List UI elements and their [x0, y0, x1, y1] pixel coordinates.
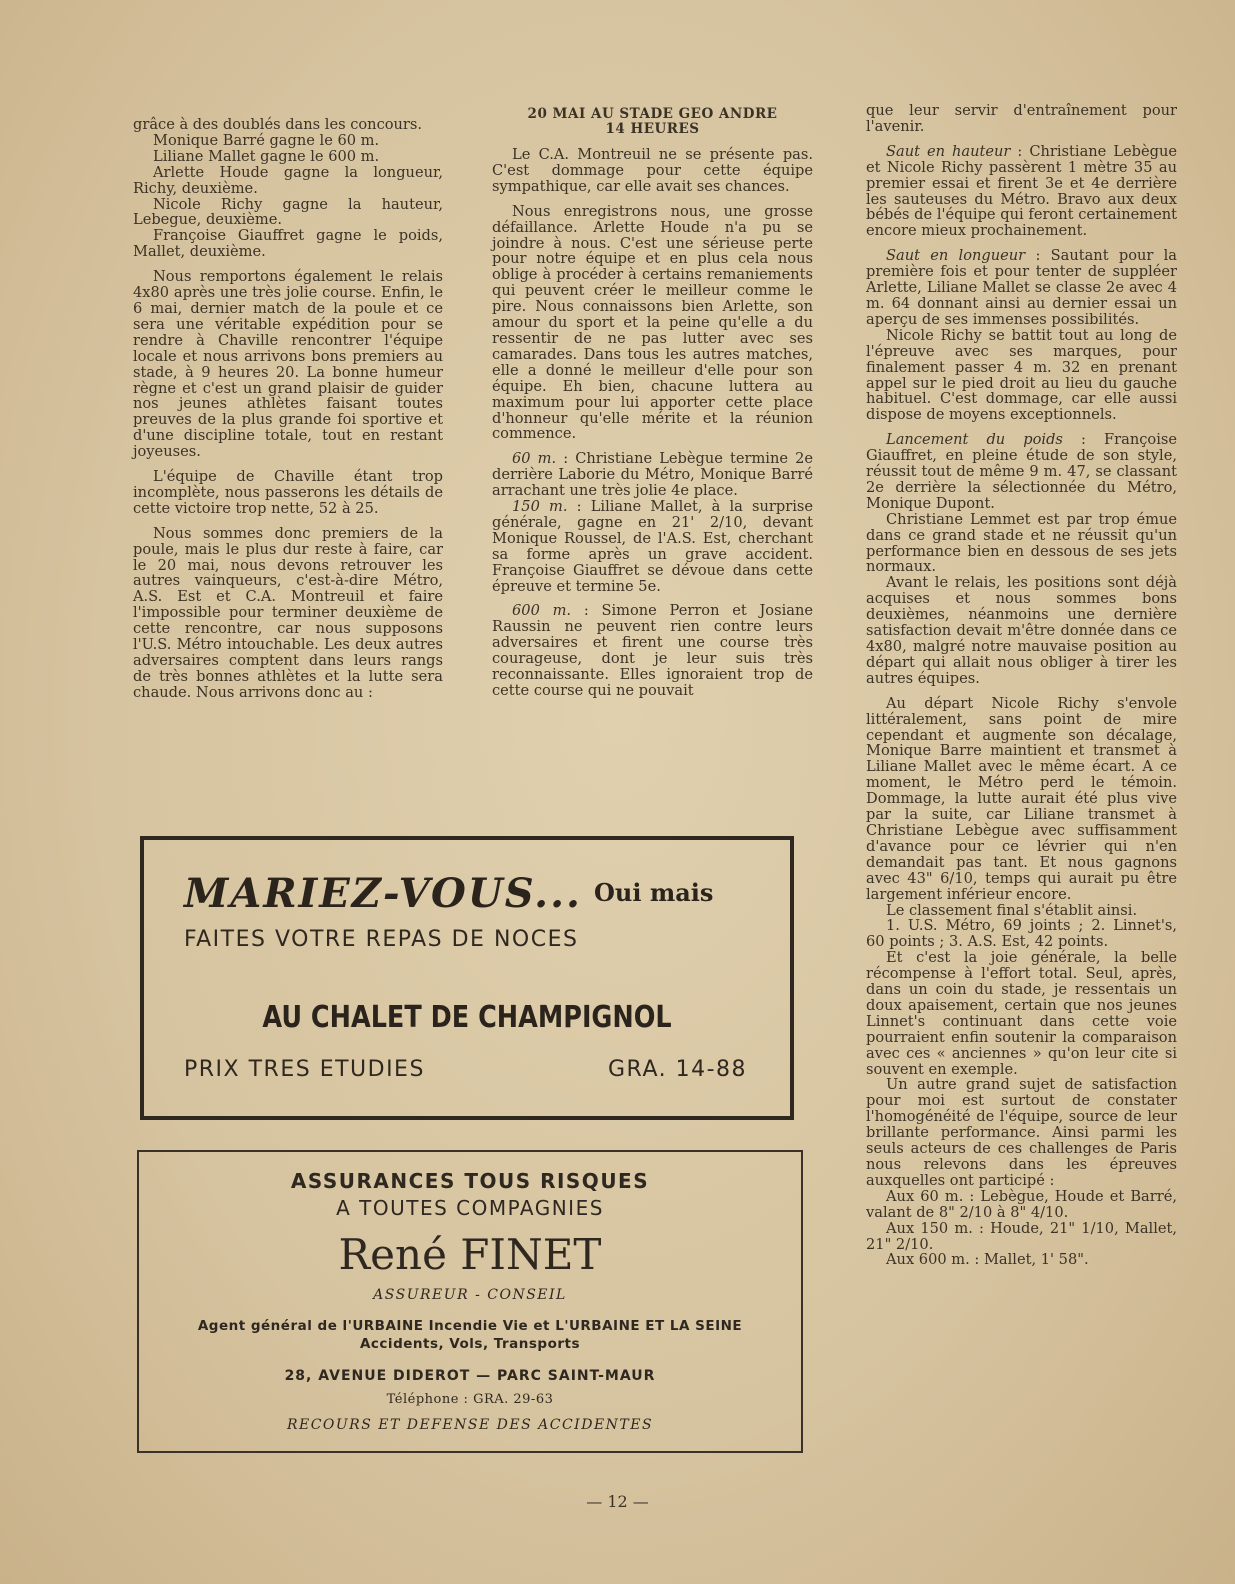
ad-address: 28, AVENUE DIDEROT — PARC SAINT-MAUR — [284, 1368, 656, 1384]
ad-business-name: AU CHALET DE CHAMPIGNOL — [262, 1000, 672, 1035]
paragraph: Au départ Nicole Richy s'envole littéralement, sans point de mire cependant et augmente son décalage, Monique Barre maintient et transmet à Liliane Mallet avec le même écart. A ce moment, le Métro perd le témoin. Dommage, la lutte aurait été plus vive par la suite, car Liliane transmet à Christiane Lebègue avec suffisamment d'avance pour ce lévrier qui n'en demandait pas tant. Et nous gagnons avec 43" 6/10, temps qui aurait pu être largement inférieur encore. — [866, 694, 1177, 903]
paragraph-text: : Sautant pour la première fois et pour tenter de suppléer Arlette, Liliane Mallet se classe 2e avec 4 m. 64 donnant ainsi au dernier essai un aperçu de ses immenses possibilités. — [866, 247, 1177, 328]
event-label: 600 m. — [512, 602, 572, 620]
paragraph: Christiane Lemmet est par trop émue dans ce grand stade et ne réussit qu'un performance bien en dessous de ses jets normaux. — [866, 510, 1177, 576]
ad-subheadline: A TOUTES COMPAGNIES — [336, 1196, 604, 1220]
paragraph-text: : Simone Perron et Josiane Raussin ne peuvent rien contre leurs adversaires et firent une course très courageuse, dont je leur suis très reconnaissante. Elles ignoraient trop de cette course qui ne pouvait — [492, 602, 813, 699]
ad-footer: RECOURS ET DEFENSE DES ACCIDENTES — [286, 1417, 654, 1433]
paragraph: Aux 600 m. : Mallet, 1' 58". — [886, 1251, 1089, 1269]
paragraph — [492, 451, 813, 499]
paragraph-text: : Christiane Lebègue termine 2e derrière Laborie du Métro, Monique Barré arrachant une très jolie 4e place. — [492, 450, 814, 500]
paragraph: Le C.A. Montreuil ne se présente pas. C'est dommage pour cette équipe sympathique, car elle avait ses chances. — [492, 146, 813, 195]
ad-agent-line: Accidents, Vols, Transports — [359, 1336, 581, 1352]
paragraph: Avant le relais, les positions sont déjà acquises et nous sommes bons deuxièmes, néanmoins une dernière satisfaction devait m'être donnée dans ce 4x80, malgré notre mauvaise position au départ qui allait nous obliger à tirer les autres équipes. — [866, 574, 1177, 687]
paragraph: grâce à des doublés dans les concours. — [133, 116, 423, 133]
event-label: Saut en longueur — [886, 247, 1026, 265]
ad-tagline: FAITES VOTRE REPAS DE NOCES — [184, 927, 579, 952]
event-label: Saut en hauteur — [886, 142, 1011, 160]
paragraph-text: : Christiane Lebègue et Nicole Richy passèrent 1 mètre 35 au premier essai et firent 3e et 4e derrière les sauteuses du Métro. Bravo aux deux bébés de l'équipe qui feront certainement encore mieux prochainement. — [866, 142, 1178, 240]
event-label: 150 m. — [512, 498, 568, 516]
paragraph: Nous sommes donc premiers de la poule, mais le plus dur reste à faire, car le 20 mai, nous devons retrouver les autres vainqueurs, c'est-à-dire Métro, A.S. Est et C.A. Montreuil et faire l'impossible pour terminer deuxième de cette rencontre, car nous supposons l'U.S. Métro intouchable. Les deux autres adversaires comptent dans leurs rangs de très bonnes athlètes et la lutte sera chaude. Nous arrivons donc au : — [133, 524, 443, 701]
section-heading — [492, 107, 813, 137]
paragraph: Liliane Mallet gagne le 600 m. — [153, 147, 380, 165]
paragraph — [866, 432, 1177, 512]
section-heading-line: 14 HEURES — [605, 121, 700, 137]
ad-price-note: PRIX TRES ETUDIES — [184, 1057, 425, 1082]
paragraph: Nicole Richy gagne la hauteur, Lebegue, deuxième. — [133, 195, 443, 229]
ad-phone: GRA. 14-88 — [608, 1057, 748, 1082]
paragraph-text: : Liliane Mallet, à la surprise générale, gagne en 21' 2/10, devant Monique Roussel, de l'A.S. Est, cherchant sa forme après un grave accident. Françoise Giauffret se dévoue dans cette épreuve et termine 5e. — [492, 498, 813, 595]
paragraph: Monique Barré gagne le 60 m. — [153, 131, 380, 149]
page-number: — 12 — — [586, 1492, 649, 1511]
paragraph: Et c'est la joie générale, la belle récompense à l'effort total. Seul, après, dans un coin du stade, je ressentais un doux apaisement, certain que nos jeunes Linnet's continuant dans cette voie pourraient enfin soutenir la comparaison avec ces « anciennes » qu'on leur cite si souvent en exemple. — [866, 949, 1177, 1078]
paragraph: Un autre grand sujet de satisfaction pour moi est surtout de constater l'homogénéité de l'équipe, source de leur brillante performance. Ainsi parmi les seuls acteurs de ces challenges de Paris nous relevons dans les épreuves auxquelles ont participé : — [866, 1076, 1177, 1189]
paragraph: Le classement final s'établit ainsi. — [886, 901, 1138, 919]
advertisement-finet — [137, 1150, 803, 1453]
event-label: 60 m. — [512, 450, 557, 468]
ad-headline: MARIEZ-VOUS... — [184, 870, 582, 917]
paragraph: Nous remportons également le relais 4x80 après une très jolie course. Enfin, le 6 mai, dernier match de la poule et ce sera une véritable expédition pour se rendre à Chaville rencontrer l'équipe locale et nous arrivons bons premiers au stade, à 9 heures 20. La bonne humeur règne et c'est un grand plaisir de guider nos jeunes athlètes faisant toutes preuves de la plus grande foi sportive et d'une discipline totale, tout en restant joyeuses. — [133, 268, 443, 461]
paragraph — [866, 248, 1177, 328]
ad-title: ASSUREUR - CONSEIL — [373, 1287, 567, 1303]
paragraph: L'équipe de Chaville étant trop incomplète, nous passerons les détails de cette victoire trop nette, 52 à 25. — [133, 468, 443, 517]
ad-agent-line: Agent général de l'URBAINE Incendie Vie et L'URBAINE ET LA SEINE — [197, 1318, 743, 1334]
column-middle — [492, 107, 813, 699]
paragraph: 1. U.S. Métro, 69 joints ; 2. Linnet's, 60 points ; 3. A.S. Est, 42 points. — [866, 917, 1177, 951]
paragraph: Aux 60 m. : Lebègue, Houde et Barré, valant de 8" 2/10 à 8" 4/10. — [866, 1187, 1177, 1221]
section-heading-line: 20 MAI AU STADE GEO ANDRE — [527, 106, 778, 122]
ad-phone: Téléphone : GRA. 29-63 — [386, 1392, 554, 1407]
advertisement-chalet — [132, 830, 802, 1128]
paragraph: Aux 150 m. : Houde, 21" 1/10, Mallet, 21" 2/10. — [866, 1219, 1177, 1253]
paragraph — [492, 603, 813, 698]
paragraph: que leur servir d'entraînement pour l'avenir. — [866, 102, 1177, 135]
column-right — [866, 103, 1177, 1268]
paragraph: Nous enregistrons nous, une grosse défaillance. Arlette Houde n'a pu se joindre à nous. C'est une sérieuse perte pour notre équipe et en plus cela nous oblige à procéder à certains remaniements qui peuvent créer le meilleur comme le pire. Nous connaissons bien Arlette, son amour du sport et la peine qu'elle a du ressentir de ne pas lutter avec ses camarades. Dans tous les autres matches, elle a donné le meilleur d'elle pour son équipe. Eh bien, chacune luttera au maximum pour lui apporter cette place d'honneur qu'elle mérite et la réunion commence. — [492, 202, 813, 443]
paragraph: Arlette Houde gagne la longueur, Richy, deuxième. — [133, 163, 443, 197]
paragraph — [492, 499, 813, 594]
ad-headline: ASSURANCES TOUS RISQUES — [290, 1169, 650, 1193]
event-label: Lancement du poids — [886, 431, 1063, 449]
paragraph: Nicole Richy se battit tout au long de l'épreuve avec ses marques, pour finalement passer 4 m. 32 en prenant appel sur le pied droit au lieu du gauche habituel. C'est dommage, car elle aussi dispose de moyens exceptionnels. — [866, 326, 1177, 424]
ad-business-name: René FINET — [338, 1230, 602, 1279]
paragraph-text: : Françoise Giauffret, en pleine étude de son style, réussit tout de même 9 m. 47, se classant 2e derrière la sélectionnée du Métro, Monique Dupont. — [866, 431, 1177, 512]
paragraph — [866, 144, 1177, 239]
column-left — [133, 117, 443, 701]
ad-subheadline: Oui mais — [594, 878, 714, 907]
paragraph: Françoise Giauffret gagne le poids, Mallet, deuxième. — [133, 227, 443, 261]
